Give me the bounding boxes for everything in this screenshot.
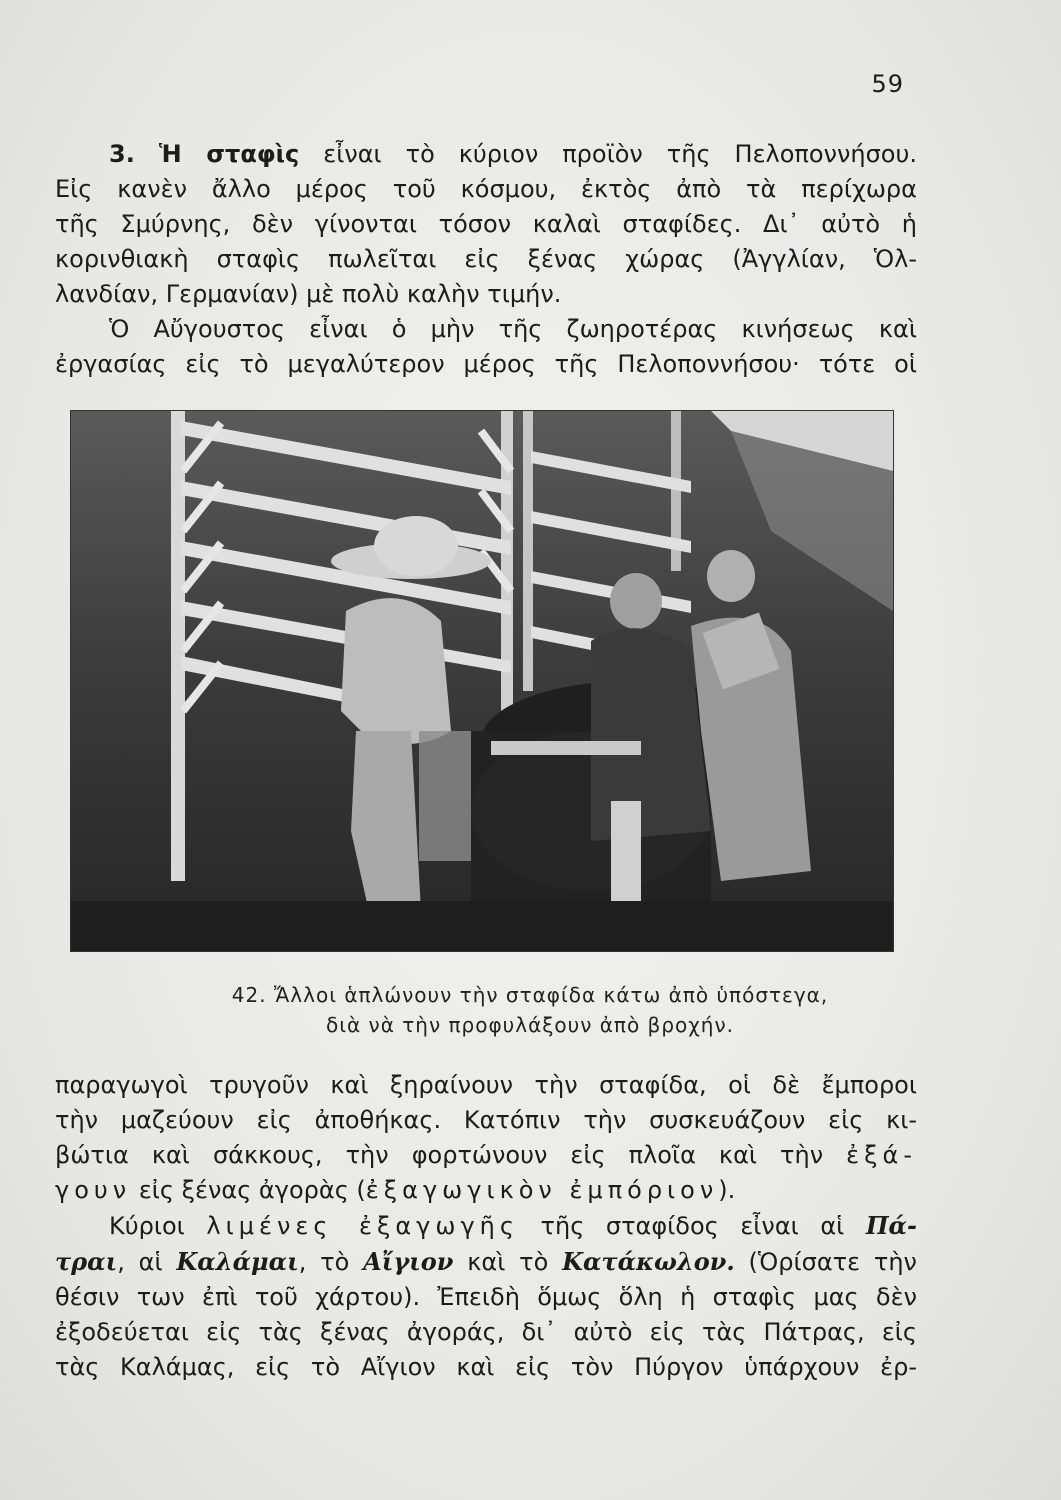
- port-patras-part1: Πά-: [865, 1211, 917, 1240]
- caption-line1: 42. Ἄλλοι ἁπλώνουν τὴν σταφίδα κάτω ἀπὸ ὑπόστεγα,: [231, 983, 829, 1007]
- keyword-raisin: Ἡ σταφὶς: [158, 140, 300, 168]
- figure-caption: [130, 980, 930, 1040]
- paragraph4-line2-b: , αἱ: [117, 1248, 163, 1276]
- bottom-text-block: [55, 1068, 917, 1385]
- paragraph2-line1: Ὁ Αὔγουστος εἶναι ὁ μὴν τῆς ζωηροτέρας κινήσεως καὶ: [109, 315, 917, 343]
- paragraph3-line4-d: ).: [718, 1176, 736, 1204]
- paragraph3-line1: παραγωγοὶ τρυγοῦν καὶ ξηραίνουν τὴν σταφίδα, οἱ δὲ ἔμποροι: [55, 1071, 917, 1099]
- paragraph4-line1-a: Κύριοι: [109, 1212, 185, 1240]
- paragraph4-line2: [55, 1244, 917, 1280]
- paragraph4-line2-h: (Ὁρίσατε τὴν: [748, 1248, 917, 1276]
- paragraph3-line4: [55, 1173, 917, 1208]
- top-text-block: [55, 137, 917, 382]
- paragraph1-line4: κορινθιακὴ σταφὶς πωλεῖται εἰς ξένας χώρας (Ἀγγλίαν, Ὁλ-: [55, 245, 917, 273]
- port-kalamai: Καλάμαι: [176, 1247, 299, 1276]
- paragraph4-line3: θέσιν των ἐπὶ τοῦ χάρτου). Ἐπειδὴ ὅμως ὅλη ἡ σταφὶς μας δὲν: [55, 1283, 917, 1311]
- section-number: 3.: [109, 140, 135, 168]
- port-patras-part2: τραι: [55, 1247, 118, 1276]
- figure-photo: [70, 410, 894, 952]
- paragraph1-line2: Εἰς κανὲν ἄλλο μέρος τοῦ κόσμου, ἐκτὸς ἀπὸ τὰ περίχωρα: [55, 175, 917, 203]
- paragraph3-line3-b: ἐξά-: [846, 1141, 917, 1169]
- paragraph4-line5: τὰς Καλάμας, εἰς τὸ Αἴγιον καὶ εἰς τὸν Πύργον ὑπάρχουν ἐρ-: [55, 1353, 917, 1381]
- paragraph3-line2: τὴν μαζεύουν εἰς ἀποθήκας. Κατόπιν τὴν συσκευάζουν εἰς κι-: [55, 1106, 917, 1134]
- paragraph4-line1: [55, 1208, 917, 1244]
- caption-line2: διὰ νὰ τὴν προφυλάξουν ἀπὸ βροχήν.: [325, 1013, 735, 1037]
- page-number: 59: [871, 70, 904, 98]
- port-aigion: Αἴγιον: [363, 1247, 454, 1276]
- paragraph2-line2: ἐργασίας εἰς τὸ μεγαλύτερον μέρος τῆς Πελοποννήσου· τότε οἱ: [55, 350, 917, 378]
- paragraph4-line4: ἐξοδεύεται εἰς τὰς ξένας ἀγοράς, δι᾽ αὐτὸ εἰς τὰς Πάτρας, εἰς: [55, 1318, 917, 1346]
- paragraph4-line2-f: καὶ τὸ: [467, 1248, 549, 1276]
- photo-illustration: [71, 411, 893, 951]
- export-ports-term: λιμένες ἐξαγωγῆς: [206, 1212, 519, 1240]
- paragraph4-line2-d: , τὸ: [298, 1248, 350, 1276]
- paragraph1-line3: τῆς Σμύρνης, δὲν γίνονται τόσον καλαὶ σταφίδες. Δι᾽ αὐτὸ ἡ: [55, 210, 917, 238]
- paragraph3-line4-b: εἰς ξένας ἀγορὰς (: [138, 1176, 366, 1204]
- paragraph4-line1-c: τῆς σταφίδος εἶναι αἱ: [540, 1212, 845, 1240]
- paragraph3-line4-a: γουν: [55, 1176, 132, 1204]
- paragraph3-line3-a: βώτια καὶ σάκκους, τὴν φορτώνουν εἰς πλοῖα καὶ τὴν: [55, 1141, 824, 1169]
- paragraph1-line5: λανδίαν, Γερμανίαν) μὲ πολὺ καλὴν τιμήν.: [55, 280, 562, 308]
- paragraph1-line1-text: εἶναι τὸ κύριον προϊὸν τῆς Πελοποννήσου.: [323, 140, 917, 168]
- port-katakolon: Κατάκωλον.: [562, 1247, 735, 1276]
- paragraph3-line3: [55, 1138, 917, 1173]
- export-trade-term: ἐξαγωγικὸν ἐμπόριον: [365, 1176, 719, 1204]
- paragraph1-line1: [55, 137, 917, 172]
